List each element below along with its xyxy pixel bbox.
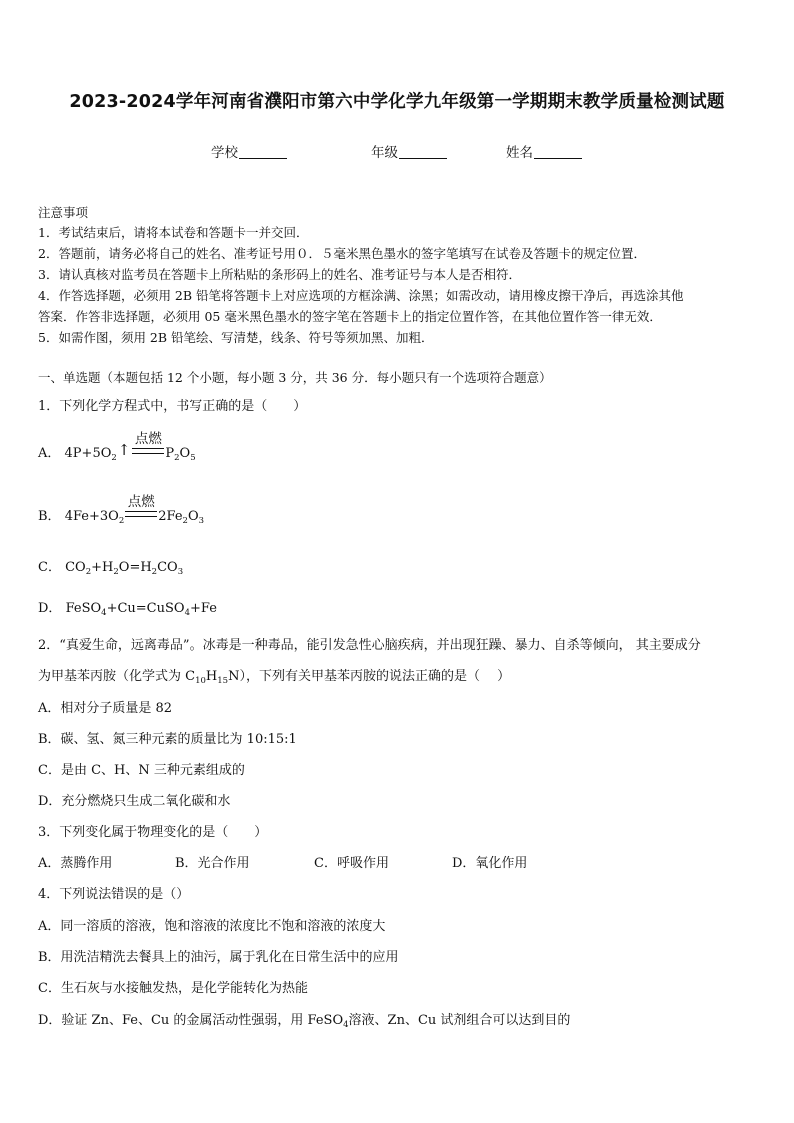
section-heading: 一、单选题（本题包括 12 个小题，每小题 3 分，共 36 分．每小题只有一个选项符合题意） (38, 370, 552, 385)
equals-bar (125, 511, 157, 517)
name-field (506, 141, 582, 161)
notice-line: 2．答题前，请务必将自己的姓名、准考证号用０．５毫米黑色墨水的签字笔填写在试卷及答题卡的规定位置． (38, 246, 646, 261)
question-4-option-b[interactable]: B．用洗洁精洗去餐具上的油污，属于乳化在日常生活中的应用 (38, 950, 399, 965)
school-blank[interactable] (239, 144, 287, 159)
page-title: 2023-2024学年河南省濮阳市第六中学化学九年级第一学期期末教学质量检测试题 (69, 92, 725, 112)
question-3-stem: 3．下列变化属于物理变化的是（ ） (38, 825, 268, 840)
notice-line: 4．作答选择题，必须用 2B 铅笔将答题卡上对应选项的方框涂满、涂黑；如需改动，请用橡皮擦干净后，再选涂其他 (38, 288, 684, 303)
question-4-option-c[interactable]: C．生石灰与水接触发热，是化学能转化为热能 (38, 981, 308, 996)
grade-field (371, 141, 447, 161)
question-1-option-b[interactable]: B． $4Fe+3O_2$ 点燃 $2Fe_2O_3$ (38, 505, 204, 524)
question-2-option-a[interactable]: A．相对分子质量是 82 (38, 701, 173, 716)
notice-line: 1．考试结束后，请将本试卷和答题卡一并交回． (38, 225, 309, 240)
name-label: 姓名 (506, 145, 533, 161)
school-label: 学校 (211, 145, 238, 161)
question-2-option-b[interactable]: B．碳、氢、氮三种元素的质量比为 10:15:1 (38, 732, 297, 747)
name-blank[interactable] (534, 144, 582, 159)
condition-label: 点燃 (127, 494, 155, 510)
notice-heading: 注意事项 (38, 205, 89, 220)
grade-label: 年级 (371, 145, 398, 161)
condition-label: 点燃 (134, 431, 162, 447)
question-3-option-b[interactable]: B．光合作用 (175, 856, 250, 871)
question-2-option-c[interactable]: C．是由 C、H、N 三种元素组成的 (38, 763, 245, 778)
question-3-option-d[interactable]: D．氧化作用 (452, 856, 528, 871)
grade-blank[interactable] (399, 144, 447, 159)
question-1-stem: 1．下列化学方程式中，书写正确的是（ ） (38, 399, 307, 414)
equals-bar (132, 448, 164, 454)
question-1-option-c[interactable]: C． $CO_2+H_2O=H_2CO_3$ (38, 560, 184, 577)
question-3-option-a[interactable]: A．蒸腾作用 (38, 856, 113, 871)
question-4-stem: 4．下列说法错误的是（） (38, 887, 190, 902)
notice-line: 答案．作答非选择题，必须用 05 毫米黑色墨水的签字笔在答题卡上的指定位置作答，在其他位置作答一律无效． (38, 309, 662, 324)
question-2-stem-line-2: 为甲基苯丙胺（化学式为 $C_{10}H_{15}N$），下列有关甲基苯丙胺的说法正确的是（ ） (38, 669, 511, 686)
notice-line: 3．请认真核对监考员在答题卡上所粘贴的条形码上的姓名、准考证号与本人是否相符． (38, 267, 521, 282)
question-2-option-d[interactable]: D．充分燃烧只生成二氧化碳和水 (38, 794, 231, 809)
question-4-option-d[interactable]: D．验证 Zn、Fe、Cu 的金属活动性强弱，用 FeSO$_4$溶液、Zn、Cu 试剂组合可以达到目的 (38, 1013, 571, 1030)
question-4-option-a[interactable]: A．同一溶质的溶液，饱和溶液的浓度比不饱和溶液的浓度大 (38, 919, 386, 934)
notice-line: 5．如需作图，须用 2B 铅笔绘、写清楚，线条、符号等须加黑、加粗． (38, 330, 434, 345)
question-1-option-d[interactable]: D． FeSO$_4$+Cu=CuSO$_4$+Fe (38, 601, 217, 618)
question-3-option-c[interactable]: C．呼吸作用 (314, 856, 389, 871)
question-1-option-a[interactable]: A． $4P+5O_2↑$ 点燃 $P_2O_5$ (38, 441, 196, 461)
question-2-stem-line-1: 2．“真爱生命，远离毒品”。冰毒是一种毒品，能引发急性心脑疾病，并出现狂躁、暴力、自杀等倾向， 其主要成分 (38, 638, 701, 653)
up-arrow-icon: ↑ (117, 441, 131, 459)
school-field (211, 141, 287, 161)
